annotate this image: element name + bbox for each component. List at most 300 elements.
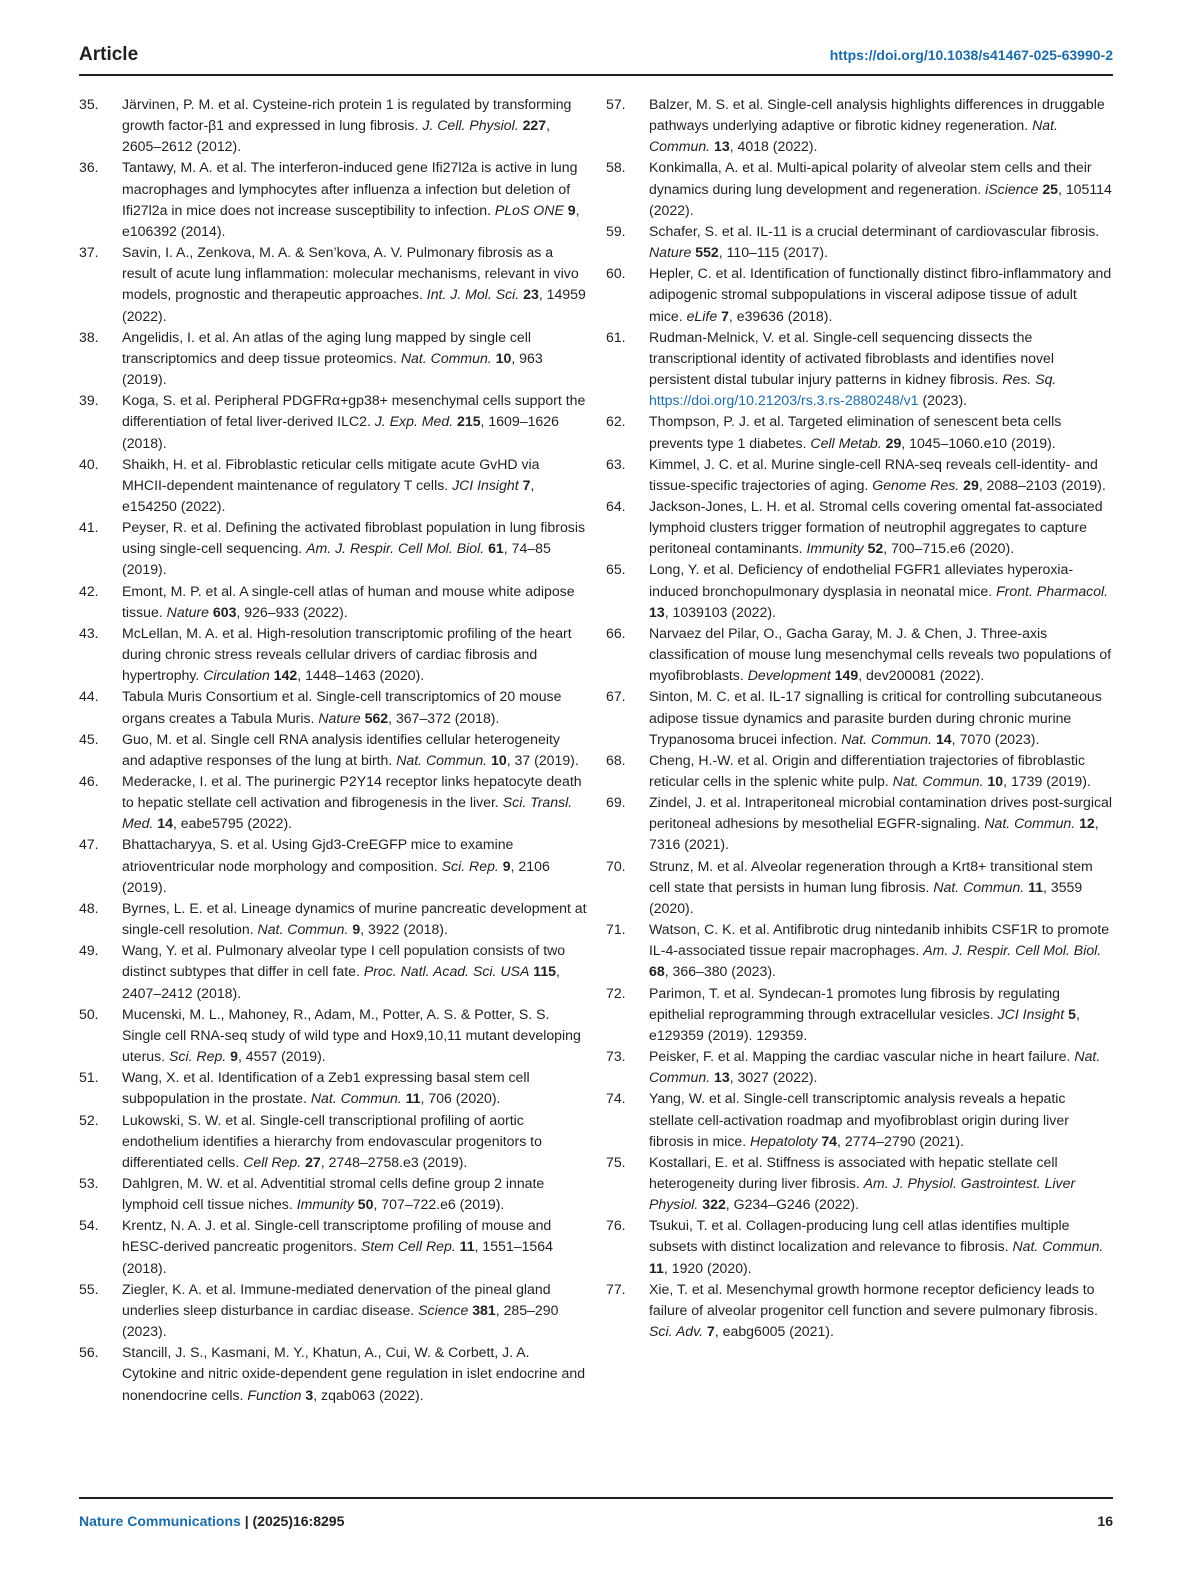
journal-title: Nature bbox=[649, 244, 692, 261]
reference-segment: , 2106 (2019). bbox=[122, 857, 550, 895]
reference-segment: , 1045–1060.e10 (2019). bbox=[901, 434, 1056, 451]
reference-number: 53. bbox=[79, 1174, 99, 1191]
journal-title: Genome Res. bbox=[872, 476, 960, 493]
reference-segment: , 4557 (2019). bbox=[237, 1048, 326, 1065]
volume-number: 149 bbox=[834, 667, 859, 684]
reference-text bbox=[649, 983, 1114, 1046]
reference-text bbox=[649, 94, 1114, 157]
reference-number: 52. bbox=[79, 1111, 99, 1128]
reference-segment: , 285–290 (2023). bbox=[122, 1301, 559, 1340]
reference-segment: , 105114 (2022). bbox=[649, 180, 1112, 218]
reference-text bbox=[122, 1067, 587, 1109]
reference-segment: Tsukui, T. et al. Collagen-producing lung cell atlas identifies multiple subsets with distinct localization and relevance to fibrosis. bbox=[649, 1217, 1070, 1255]
reference-text bbox=[649, 1046, 1114, 1088]
reference-item bbox=[79, 581, 587, 623]
reference-item bbox=[79, 517, 587, 580]
journal-title: Nat. Commun. bbox=[933, 878, 1025, 895]
journal-title: Am. J. Respir. Cell Mol. Biol. bbox=[923, 942, 1102, 959]
reference-item bbox=[606, 919, 1114, 982]
journal-title: Nat. Commun. bbox=[841, 730, 933, 747]
reference-segment: Peyser, R. et al. Defining the activated fibroblast population in lung fibrosis using single-cell sequencing. bbox=[122, 519, 586, 557]
reference-item bbox=[606, 157, 1114, 220]
journal-title: J. Exp. Med. bbox=[374, 413, 454, 430]
volume-number: 10 bbox=[495, 349, 512, 366]
reference-number: 74. bbox=[606, 1090, 626, 1107]
reference-segment: Kostallari, E. et al. Stiffness is associated with hepatic stellate cell heterogeneity during liver fibrosis. bbox=[649, 1153, 1058, 1191]
reference-number: 59. bbox=[606, 222, 626, 239]
volume-number: 5 bbox=[1068, 1005, 1076, 1022]
volume-number: 68 bbox=[649, 963, 665, 980]
volume-number: 13 bbox=[714, 138, 730, 155]
page-number: 16 bbox=[1097, 1513, 1113, 1529]
reference-number: 36. bbox=[79, 159, 99, 176]
reference-item bbox=[606, 263, 1114, 326]
reference-segment: , 700–715.e6 (2020). bbox=[883, 540, 1015, 557]
reference-item bbox=[79, 1173, 587, 1215]
reference-text bbox=[122, 623, 587, 686]
journal-title: eLife bbox=[686, 307, 718, 324]
reference-text bbox=[649, 496, 1114, 559]
volume-number: 11 bbox=[1028, 878, 1044, 895]
reference-item bbox=[606, 221, 1114, 263]
reference-item bbox=[79, 390, 587, 453]
reference-segment: Hepler, C. et al. Identification of functionally distinct fibro-inflammatory and adipogenic stromal subpopulations in visceral adipose tissue of adult mice. bbox=[649, 265, 1112, 324]
reference-segment: , dev200081 (2022). bbox=[858, 667, 985, 684]
reference-text bbox=[122, 242, 587, 327]
reference-number: 75. bbox=[606, 1153, 626, 1170]
journal-title: Sci. Adv. bbox=[649, 1323, 704, 1340]
reference-segment: , 3559 (2020). bbox=[649, 878, 1083, 916]
journal-title: Proc. Natl. Acad. Sci. USA bbox=[363, 963, 530, 980]
volume-number: 215 bbox=[457, 413, 481, 430]
journal-title: Development bbox=[747, 667, 831, 684]
reference-segment: , 2407–2412 (2018). bbox=[122, 963, 560, 1001]
reference-number: 41. bbox=[79, 519, 99, 536]
reference-text bbox=[122, 940, 587, 1003]
reference-segment: , 1039103 (2022). bbox=[664, 603, 776, 620]
reference-segment: , 2748–2758.e3 (2019). bbox=[320, 1153, 468, 1170]
reference-segment: , 3922 (2018). bbox=[360, 921, 448, 938]
reference-text bbox=[122, 834, 587, 897]
volume-number: 11 bbox=[649, 1259, 664, 1276]
reference-text bbox=[122, 1173, 587, 1215]
reference-number: 56. bbox=[79, 1344, 99, 1361]
volume-number: 11 bbox=[405, 1090, 421, 1107]
reference-segment: , 1448–1463 (2020). bbox=[297, 667, 425, 684]
reference-text bbox=[649, 623, 1114, 686]
reference-item bbox=[606, 983, 1114, 1046]
reference-segment: , 963 (2019). bbox=[122, 349, 543, 388]
reference-text bbox=[122, 94, 587, 157]
reference-item bbox=[606, 559, 1114, 622]
reference-number: 45. bbox=[79, 730, 99, 747]
reference-text bbox=[649, 263, 1114, 326]
volume-number: 29 bbox=[885, 434, 902, 451]
reference-item bbox=[79, 771, 587, 834]
reference-segment: , 3027 (2022). bbox=[729, 1069, 818, 1086]
reference-item bbox=[606, 686, 1114, 749]
journal-title: Sci. Rep. bbox=[441, 857, 499, 874]
reference-text bbox=[122, 729, 587, 771]
reference-item bbox=[606, 1215, 1114, 1278]
reference-segment: Mederacke, I. et al. The purinergic P2Y14 receptor links hepatocyte death to hepatic stellate cell activation and fibrogenesis in the liver. bbox=[122, 773, 582, 811]
reference-text bbox=[122, 157, 587, 242]
reference-number: 58. bbox=[606, 159, 626, 176]
journal-title: JCI Insight bbox=[997, 1005, 1065, 1022]
reference-segment: Peisker, F. et al. Mapping the cardiac vascular niche in heart failure. bbox=[649, 1048, 1075, 1065]
reference-segment: Kimmel, J. C. et al. Murine single-cell RNA-seq reveals cell-identity- and tissue-specific trajectories of aging. bbox=[649, 455, 1098, 493]
volume-number: 115 bbox=[533, 963, 557, 980]
reference-text bbox=[649, 559, 1114, 622]
volume-number: 12 bbox=[1079, 815, 1095, 832]
reference-text bbox=[649, 327, 1114, 412]
reference-text bbox=[122, 327, 587, 390]
reference-text bbox=[649, 919, 1114, 982]
reference-item bbox=[606, 94, 1114, 157]
journal-title: Front. Pharmacol. bbox=[996, 582, 1109, 599]
reference-link[interactable]: https://doi.org/10.21203/rs.3.rs-2880248/v1 bbox=[649, 392, 919, 409]
volume-number: 381 bbox=[472, 1301, 496, 1318]
journal-title: Hepatoloty bbox=[750, 1132, 818, 1149]
volume-number: 7 bbox=[522, 476, 531, 493]
references-left-column bbox=[79, 94, 587, 1406]
reference-number: 37. bbox=[79, 244, 99, 261]
reference-segment: , 2774–2790 (2021). bbox=[837, 1132, 964, 1149]
page-footer bbox=[79, 1497, 1113, 1529]
reference-item bbox=[606, 1046, 1114, 1088]
reference-segment: Dahlgren, M. W. et al. Adventitial stromal cells define group 2 innate lymphoid cell tissue niches. bbox=[122, 1174, 545, 1213]
reference-text bbox=[122, 581, 587, 623]
journal-title: Res. Sq. bbox=[1002, 371, 1057, 388]
reference-segment: Guo, M. et al. Single cell RNA analysis identifies cellular heterogeneity and adaptive responses of the lung at birth. bbox=[122, 730, 560, 768]
reference-segment: , 2605–2612 (2012). bbox=[122, 117, 551, 155]
reference-number: 71. bbox=[606, 921, 626, 938]
reference-segment: Long, Y. et al. Deficiency of endothelial FGFR1 alleviates hyperoxia-induced bronchopulmonary dysplasia in neonatal mice. bbox=[649, 561, 1074, 599]
reference-segment: Shaikh, H. et al. Fibroblastic reticular cells mitigate acute GvHD via MHCII-dependent maintenance of regulatory T cells. bbox=[122, 455, 540, 493]
reference-segment: Koga, S. et al. Peripheral PDGFRα+gp38+ mesenchymal cells support the differentiation of fetal liver-derived ILC2. bbox=[122, 392, 586, 430]
journal-title: Nat. Commun. bbox=[1012, 1238, 1104, 1255]
reference-number: 62. bbox=[606, 413, 626, 430]
reference-segment: Thompson, P. J. et al. Targeted elimination of senescent beta cells prevents type 1 diabetes. bbox=[649, 413, 1062, 451]
reference-segment: , 2088–2103 (2019). bbox=[978, 476, 1106, 493]
reference-text bbox=[649, 454, 1114, 496]
reference-segment: Balzer, M. S. et al. Single-cell analysis highlights differences in druggable pathways underlying adaptive or fibrotic kidney regeneration. bbox=[649, 96, 1105, 134]
reference-item bbox=[79, 1279, 587, 1342]
journal-title: Nat. Commun. bbox=[984, 815, 1076, 832]
journal-title: Science bbox=[418, 1301, 469, 1318]
reference-item bbox=[79, 623, 587, 686]
reference-item bbox=[79, 940, 587, 1003]
reference-item bbox=[606, 750, 1114, 792]
reference-item bbox=[79, 1342, 587, 1405]
reference-item bbox=[606, 454, 1114, 496]
reference-item bbox=[79, 686, 587, 728]
reference-text bbox=[122, 1342, 587, 1405]
reference-segment: , 707–722.e6 (2019). bbox=[373, 1196, 505, 1213]
reference-text bbox=[649, 1088, 1114, 1151]
reference-segment: , 14959 (2022). bbox=[122, 286, 586, 324]
reference-item bbox=[79, 1004, 587, 1067]
reference-number: 55. bbox=[79, 1280, 99, 1297]
reference-segment: , e106392 (2014). bbox=[122, 201, 580, 239]
reference-number: 51. bbox=[79, 1069, 99, 1086]
reference-item bbox=[606, 623, 1114, 686]
reference-number: 46. bbox=[79, 773, 99, 789]
reference-item bbox=[606, 1279, 1114, 1342]
reference-item bbox=[79, 729, 587, 771]
volume-number: 14 bbox=[157, 815, 173, 832]
reference-number: 35. bbox=[79, 96, 99, 112]
journal-title: Nat. Commun. bbox=[892, 773, 984, 789]
reference-text bbox=[122, 686, 587, 728]
reference-item bbox=[606, 792, 1114, 855]
reference-segment: , 1739 (2019). bbox=[1003, 773, 1091, 789]
reference-segment: , 74–85 (2019). bbox=[122, 540, 551, 578]
reference-segment: , G234–G246 (2022). bbox=[725, 1196, 859, 1213]
reference-text bbox=[122, 1279, 587, 1342]
reference-segment: Yang, W. et al. Single-cell transcriptomic analysis reveals a hepatic stellate cell-activation roadmap and myofibroblast origin during liver fibrosis in mice. bbox=[649, 1090, 1069, 1149]
reference-segment: , eabg6005 (2021). bbox=[714, 1323, 834, 1340]
reference-text bbox=[649, 1152, 1114, 1215]
reference-text bbox=[122, 1110, 587, 1173]
reference-number: 57. bbox=[606, 96, 626, 112]
reference-segment: Tantawy, M. A. et al. The interferon-induced gene Ifi27l2a is active in lung macrophages and lymphocytes after influenza a infection but deletion of Ifi27l2a in mice does not increase susceptibility to infection. bbox=[122, 159, 578, 218]
reference-segment: Savin, I. A., Zenkova, M. A. & Sen’kova, A. V. Pulmonary fibrosis as a result of acute lung inflammation: molecular mechanisms, relevant in vivo models, prognostic and therapeutic approaches. bbox=[122, 244, 579, 303]
volume-number: 552 bbox=[695, 244, 719, 261]
journal-title: Circulation bbox=[203, 667, 270, 684]
journal-title: Nat. Commun. bbox=[310, 1090, 402, 1107]
reference-item bbox=[606, 1152, 1114, 1215]
reference-segment: , 367–372 (2018). bbox=[388, 709, 500, 726]
reference-segment: Xie, T. et al. Mesenchymal growth hormone receptor deficiency leads to failure of alveolar progenitor cell function and severe pulmonary fibrosis. bbox=[649, 1280, 1098, 1318]
reference-text bbox=[649, 1215, 1114, 1278]
journal-title: Nature bbox=[318, 709, 361, 726]
volume-number: 7 bbox=[721, 307, 729, 324]
reference-segment: Narvaez del Pilar, O., Gacha Garay, M. J. & Chen, J. Three-axis classification of mouse lung mesenchymal cells reveals two populations of myofibroblasts. bbox=[649, 624, 1112, 684]
volume-number: 142 bbox=[273, 667, 298, 684]
reference-segment: Byrnes, L. E. et al. Lineage dynamics of murine pancreatic development at single-cell resolution. bbox=[122, 899, 587, 938]
reference-number: 49. bbox=[79, 942, 99, 959]
reference-number: 44. bbox=[79, 688, 99, 705]
reference-segment: , 110–115 (2017). bbox=[718, 244, 828, 261]
reference-text bbox=[122, 898, 587, 940]
reference-segment: Schafer, S. et al. IL-11 is a crucial determinant of cardiovascular fibrosis. bbox=[649, 222, 1100, 239]
reference-segment: , 37 (2019). bbox=[506, 751, 579, 768]
reference-item bbox=[79, 327, 587, 390]
reference-number: 66. bbox=[606, 624, 626, 641]
journal-title: Sci. Rep. bbox=[169, 1048, 227, 1065]
reference-segment: Lukowski, S. W. et al. Single-cell transcriptional profiling of aortic endothelium identifies a hierarchy from endovascular progenitors to differentiated cells. bbox=[122, 1111, 542, 1170]
journal-title: Cell Rep. bbox=[243, 1153, 302, 1170]
journal-name[interactable]: Nature Communications bbox=[79, 1513, 241, 1529]
volume-number: 227 bbox=[522, 117, 547, 134]
reference-segment: , 7070 (2023). bbox=[951, 730, 1040, 747]
reference-number: 39. bbox=[79, 392, 99, 409]
reference-number: 70. bbox=[606, 857, 626, 874]
volume-number: 10 bbox=[491, 751, 507, 768]
reference-segment: , eabe5795 (2022). bbox=[172, 815, 293, 832]
reference-number: 50. bbox=[79, 1005, 99, 1022]
reference-number: 63. bbox=[606, 455, 626, 472]
journal-title: Function bbox=[247, 1386, 302, 1403]
reference-segment: (2023). bbox=[918, 392, 968, 409]
reference-text bbox=[649, 792, 1114, 855]
journal-title: Sci. Transl. Med. bbox=[122, 794, 573, 832]
journal-title: Nat. Commun. bbox=[400, 349, 492, 366]
reference-item bbox=[79, 898, 587, 940]
reference-number: 38. bbox=[79, 328, 99, 345]
reference-item bbox=[79, 1110, 587, 1173]
references-right-column bbox=[606, 94, 1114, 1342]
reference-segment: , 1551–1564 (2018). bbox=[122, 1238, 553, 1276]
reference-item bbox=[79, 242, 587, 327]
reference-segment: Angelidis, I. et al. An atlas of the aging lung mapped by single cell transcriptomics and deep tissue proteomics. bbox=[122, 328, 531, 366]
reference-segment: Parimon, T. et al. Syndecan-1 promotes lung fibrosis by regulating epithelial reprogramming through extracellular vesicles. bbox=[649, 984, 1061, 1022]
reference-item bbox=[79, 157, 587, 242]
reference-number: 72. bbox=[606, 984, 626, 1001]
reference-segment: , e129359 (2019). 129359. bbox=[649, 1005, 1080, 1043]
doi-link[interactable]: https://doi.org/10.1038/s41467-025-63990-2 bbox=[829, 47, 1113, 63]
reference-segment: , zqab063 (2022). bbox=[313, 1386, 424, 1403]
reference-number: 61. bbox=[606, 328, 626, 345]
reference-text bbox=[122, 517, 587, 580]
reference-item bbox=[606, 1088, 1114, 1151]
reference-number: 43. bbox=[79, 624, 99, 641]
reference-segment: , 4018 (2022). bbox=[729, 138, 818, 155]
reference-number: 64. bbox=[606, 497, 626, 514]
volume-number: 74 bbox=[821, 1132, 838, 1149]
reference-number: 48. bbox=[79, 899, 99, 916]
reference-text bbox=[649, 686, 1114, 749]
article-label: Article bbox=[79, 44, 139, 65]
volume-number: 11 bbox=[459, 1238, 475, 1255]
reference-text bbox=[122, 454, 587, 517]
reference-segment: , 926–933 (2022). bbox=[236, 603, 348, 620]
volume-number: 562 bbox=[364, 709, 389, 726]
reference-item bbox=[606, 411, 1114, 453]
reference-item bbox=[606, 327, 1114, 412]
volume-number: 29 bbox=[963, 476, 979, 493]
reference-segment: Zindel, J. et al. Intraperitoneal microbial contamination drives post-surgical peritoneal adhesions by mesothelial EGFR-signaling. bbox=[649, 794, 1112, 832]
reference-segment: Cheng, H.-W. et al. Origin and differentiation trajectories of fibroblastic reticular cells in the splenic white pulp. bbox=[649, 751, 1086, 789]
reference-segment: , 7316 (2021). bbox=[649, 815, 1099, 853]
journal-title: Stem Cell Rep. bbox=[360, 1238, 456, 1255]
reference-segment: Wang, X. et al. Identification of a Zeb1 expressing basal stem cell subpopulation in the prostate. bbox=[122, 1069, 530, 1107]
reference-segment: , e39636 (2018). bbox=[728, 307, 833, 324]
volume-number: 50 bbox=[357, 1196, 374, 1213]
journal-title: iScience bbox=[985, 180, 1039, 197]
reference-number: 73. bbox=[606, 1048, 626, 1065]
volume-number: 9 bbox=[230, 1048, 238, 1065]
reference-text bbox=[649, 1279, 1114, 1342]
reference-number: 77. bbox=[606, 1280, 626, 1297]
reference-segment: Jackson-Jones, L. H. et al. Stromal cells covering omental fat-associated lymphoid clusters trigger formation of neutrophil aggregates to capture peritoneal contaminants. bbox=[649, 497, 1103, 557]
journal-citation: | (2025)16:8295 bbox=[240, 1513, 345, 1529]
reference-segment: , 366–380 (2023). bbox=[664, 963, 776, 980]
reference-segment: Konkimalla, A. et al. Multi-apical polarity of alveolar stem cells and their dynamics during lung development and regeneration. bbox=[649, 159, 1092, 197]
journal-title: Nature bbox=[166, 603, 209, 620]
volume-number: 9 bbox=[352, 921, 361, 938]
reference-item bbox=[79, 1067, 587, 1109]
reference-number: 60. bbox=[606, 265, 626, 282]
reference-number: 65. bbox=[606, 561, 626, 578]
reference-item bbox=[606, 496, 1114, 559]
volume-number: 3 bbox=[305, 1386, 314, 1403]
reference-segment: Wang, Y. et al. Pulmonary alveolar type I cell population consists of two distinct subtypes that differ in cell fate. bbox=[122, 942, 566, 980]
reference-number: 76. bbox=[606, 1217, 626, 1234]
reference-number: 69. bbox=[606, 794, 626, 811]
reference-segment: Krentz, N. A. J. et al. Single-cell transcriptome profiling of mouse and hESC-derived pancreatic progenitors. bbox=[122, 1217, 552, 1255]
journal-title: Nat. Commun. bbox=[257, 921, 349, 938]
volume-number: 10 bbox=[987, 773, 1004, 789]
reference-text bbox=[122, 771, 587, 834]
journal-title: Am. J. Respir. Cell Mol. Biol. bbox=[306, 540, 485, 557]
reference-segment: Bhattacharyya, S. et al. Using Gjd3-CreEGFP mice to examine atrioventricular node morphology and composition. bbox=[122, 836, 514, 874]
reference-text bbox=[122, 1215, 587, 1278]
volume-number: 52 bbox=[867, 540, 884, 557]
reference-segment: Sinton, M. C. et al. IL-17 signalling is critical for controlling subcutaneous adipose tissue dynamics and parasite burden during chronic murine Trypanosoma brucei infection. bbox=[649, 688, 1102, 747]
reference-number: 42. bbox=[79, 582, 99, 599]
reference-text bbox=[649, 411, 1114, 453]
reference-segment: , 1609–1626 (2018). bbox=[122, 413, 559, 451]
page-header bbox=[79, 42, 1113, 76]
journal-title: Immunity bbox=[296, 1196, 354, 1213]
reference-segment: Watson, C. K. et al. Antifibrotic drug nintedanib inhibits CSF1R to promote IL-4-associated tissue repair macrophages. bbox=[649, 921, 1110, 959]
reference-segment: , 706 (2020). bbox=[420, 1090, 501, 1107]
reference-segment: Emont, M. P. et al. A single-cell atlas of human and mouse white adipose tissue. bbox=[122, 582, 575, 620]
reference-number: 47. bbox=[79, 836, 99, 853]
reference-text bbox=[649, 221, 1114, 263]
reference-segment: Strunz, M. et al. Alveolar regeneration through a Krt8+ transitional stem cell state that persists in human lung fibrosis. bbox=[649, 857, 1093, 895]
journal-title: Am. J. Physiol. Gastrointest. Liver Physiol. bbox=[649, 1174, 1076, 1213]
journal-title: J. Cell. Physiol. bbox=[422, 117, 519, 134]
reference-item bbox=[79, 1215, 587, 1278]
reference-text bbox=[649, 157, 1114, 220]
reference-text bbox=[649, 856, 1114, 919]
reference-segment: Tabula Muris Consortium et al. Single-cell transcriptomics of 20 mouse organs creates a Tabula Muris. bbox=[122, 688, 562, 726]
volume-number: 61 bbox=[488, 540, 504, 557]
journal-title: JCI Insight bbox=[452, 476, 519, 493]
reference-segment: Ziegler, K. A. et al. Immune-mediated denervation of the pineal gland underlies sleep disturbance in cardiac disease. bbox=[122, 1280, 551, 1318]
reference-segment: , e154250 (2022). bbox=[122, 476, 535, 514]
volume-number: 27 bbox=[305, 1153, 321, 1170]
reference-number: 54. bbox=[79, 1217, 99, 1234]
reference-segment: Rudman-Melnick, V. et al. Single-cell sequencing dissects the transcriptional identity of activated fibroblasts and identifies novel persistent distal tubular injury patterns in kidney fibrosis. bbox=[649, 328, 1055, 388]
reference-text bbox=[122, 390, 587, 453]
reference-number: 67. bbox=[606, 688, 626, 705]
reference-segment: Mucenski, M. L., Mahoney, R., Adam, M., Potter, A. S. & Potter, S. S. Single cell RNA-seq study of wild type and Hox9,10,11 mutant developing uterus. bbox=[122, 1005, 581, 1065]
volume-number: 25 bbox=[1042, 180, 1059, 197]
volume-number: 13 bbox=[714, 1069, 730, 1086]
volume-number: 322 bbox=[702, 1196, 726, 1213]
journal-title: Int. J. Mol. Sci. bbox=[426, 286, 520, 303]
reference-segment: McLellan, M. A. et al. High-resolution transcriptomic profiling of the heart during chronic stress reveals cellular drivers of cardiac fibrosis and hypertrophy. bbox=[122, 624, 572, 684]
journal-title: Immunity bbox=[806, 540, 864, 557]
volume-number: 603 bbox=[212, 603, 237, 620]
reference-item bbox=[79, 94, 587, 157]
reference-item bbox=[606, 856, 1114, 919]
journal-title: Nat. Commun. bbox=[649, 117, 1058, 155]
reference-item bbox=[79, 454, 587, 517]
reference-segment: , 1920 (2020). bbox=[663, 1259, 752, 1276]
reference-number: 68. bbox=[606, 751, 626, 768]
reference-item bbox=[79, 834, 587, 897]
journal-title: Nat. Commun. bbox=[396, 751, 488, 768]
journal-title: Nat. Commun. bbox=[649, 1048, 1101, 1086]
journal-title: PLoS ONE bbox=[494, 201, 564, 218]
volume-number: 14 bbox=[935, 730, 952, 747]
volume-number: 13 bbox=[649, 603, 665, 620]
